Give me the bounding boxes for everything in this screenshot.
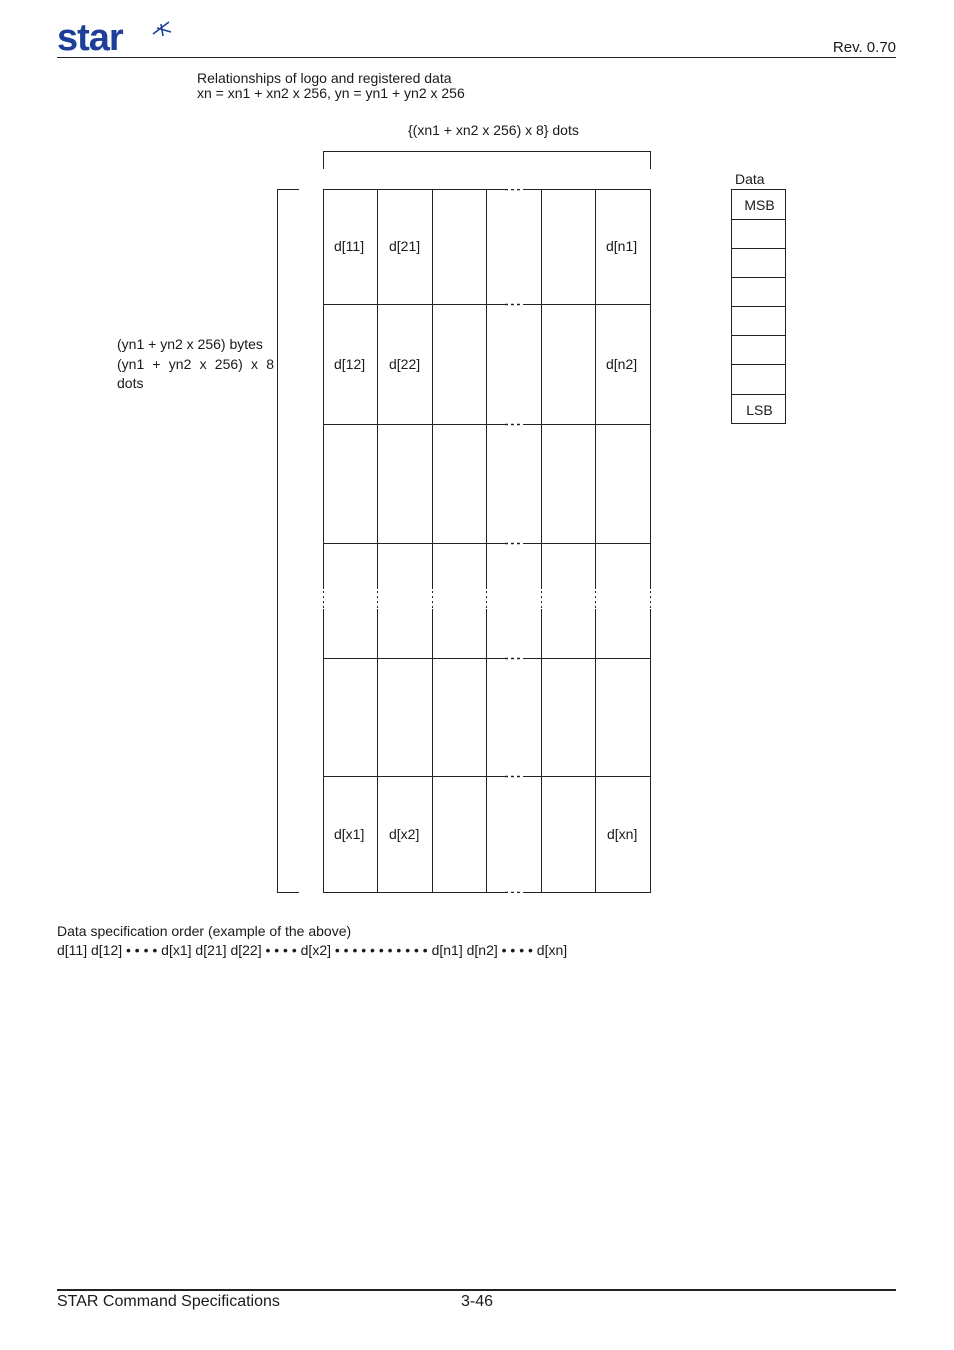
page-number: 3-46 <box>461 1293 494 1310</box>
cell-d22: d[22] <box>389 356 421 372</box>
width-bracket-left <box>323 151 324 169</box>
lsb-label: LSB <box>746 402 773 418</box>
star-logo <box>57 18 173 54</box>
data-grid <box>323 189 651 893</box>
cell-dx2: d[x2] <box>389 826 420 842</box>
intro-line-1: Relationships of logo and registered data <box>197 70 452 86</box>
cell-dn2: d[n2] <box>606 356 638 372</box>
order-sequence: d[11] d[12] • • • • d[x1] d[21] d[22] • • • • d[x2] • • • • • • • • • • • d[n1] d[n2] • • • • d[xn] <box>57 942 568 958</box>
width-bracket-right <box>650 151 651 169</box>
star-logo-text: star <box>57 18 123 54</box>
bit-stack <box>731 189 786 424</box>
height-label-3: dots <box>117 375 144 391</box>
height-label-1: (yn1 + yn2 x 256) bytes <box>117 336 263 352</box>
footer-title: STAR Command Specifications <box>57 1293 280 1310</box>
cell-dxn: d[xn] <box>607 826 638 842</box>
footer-rule <box>57 1289 896 1291</box>
cell-d21: d[21] <box>389 238 421 254</box>
bits-title: Data <box>735 171 765 187</box>
header-rule <box>57 57 896 58</box>
bit-stack-lines <box>731 189 786 424</box>
order-title: Data specification order (example of the above) <box>57 923 352 939</box>
revision-label: Rev. 0.70 <box>832 39 896 56</box>
height-bracket <box>277 189 278 892</box>
height-label-2: (yn1 + yn2 x 256) x 8 <box>117 356 274 372</box>
cell-dx1: d[x1] <box>334 826 365 842</box>
intro-line-2: xn = xn1 + xn2 x 256, yn = yn1 + yn2 x 256 <box>197 85 465 101</box>
data-grid-lines <box>323 189 651 893</box>
cell-d11: d[11] <box>334 238 365 254</box>
width-bracket <box>323 151 650 152</box>
cell-d12: d[12] <box>334 356 366 372</box>
width-label: {(xn1 + xn2 x 256) x 8} dots <box>408 122 579 138</box>
msb-label: MSB <box>744 197 775 213</box>
height-bracket-top <box>277 189 299 190</box>
cell-dn1: d[n1] <box>606 238 638 254</box>
height-bracket-bottom <box>277 892 299 893</box>
star-logo-icon <box>57 18 173 54</box>
